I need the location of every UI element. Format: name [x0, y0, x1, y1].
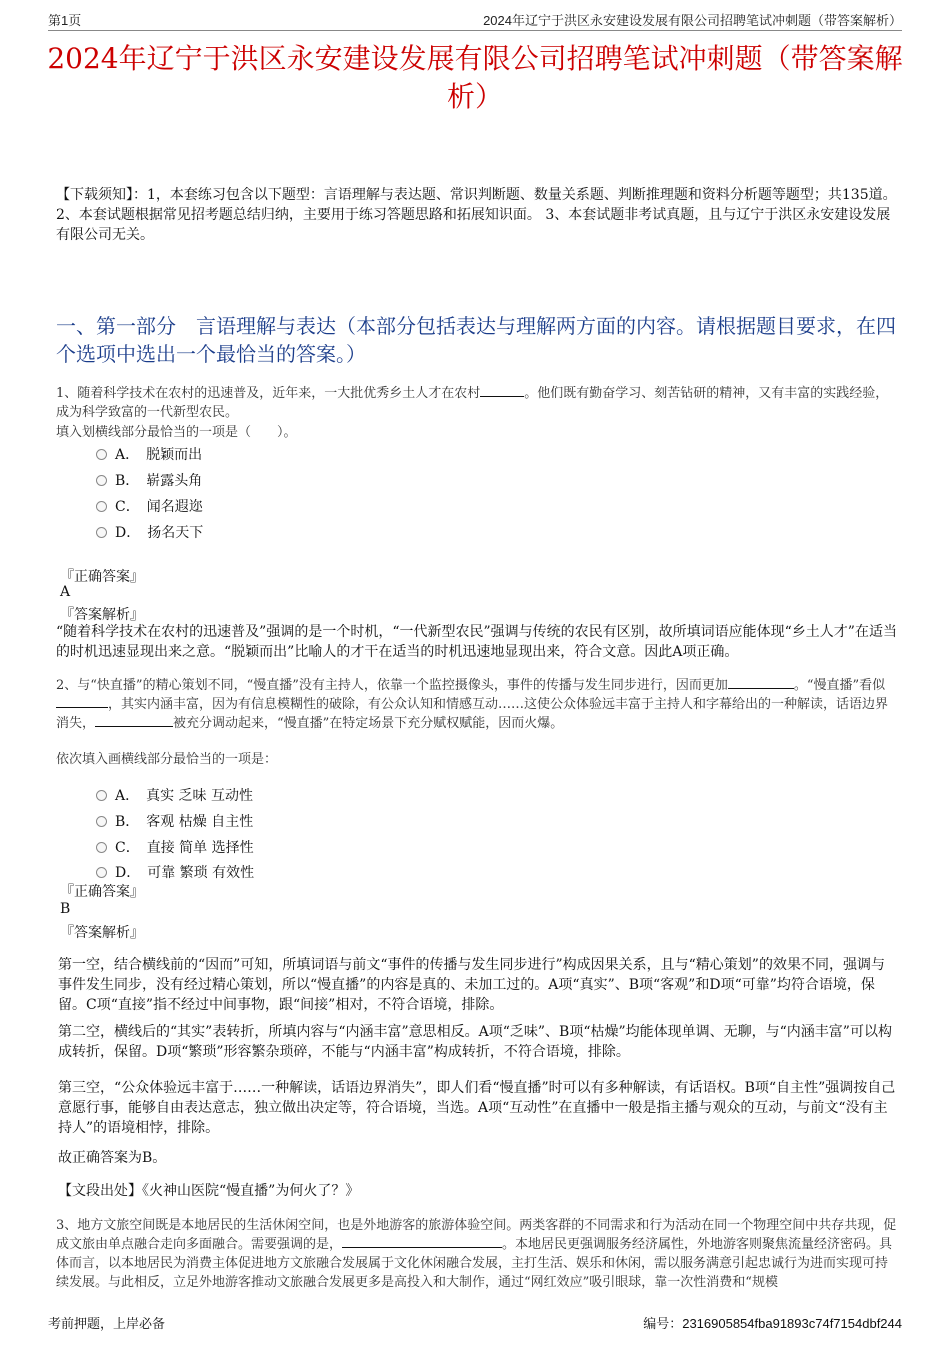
q2-answer-label: 『正确答案』	[60, 884, 144, 900]
radio-icon[interactable]	[96, 842, 107, 853]
q2-option-c[interactable]: C． 直接 简单 选择性	[96, 839, 254, 857]
download-notice: 【下载须知】：1，本套练习包含以下题型：言语理解与表达题、常识判断题、数量关系题、判断推理题和资料分析题等题型；共135道。 2、本套试题根据常见招考题总结归纳，主要用于练习答题思路和拓展知识面。 3、本套试题非考试真题，且与辽宁于洪区永安建设发展有限公司无关。	[56, 187, 897, 243]
q1-option-d[interactable]: D． 扬名天下	[96, 524, 203, 542]
q2-stem: 2、与“快直播”的精心策划不同，“慢直播”没有主持人，依靠一个监控摄像头，事件的传播与发生同步进行，因而更加 。“慢直播”看似，其实内涵丰富，因为有信息模糊性的破除，有公众认知和情感互动……这使公众体验远丰富于主持人和字幕给出的一种解读，话语边界消失， 被充分调动起来，“慢直播”在特定场景下充分赋权赋能，因而火爆。	[56, 678, 889, 731]
page-header	[48, 8, 902, 31]
q1-analysis-label: 『答案解析』	[60, 607, 144, 623]
q2-option-d[interactable]: D． 可靠 繁琐 有效性	[96, 864, 254, 882]
footer-slogan: 考前押题，上岸必备	[48, 1316, 166, 1331]
q2-prompt: 依次填入画横线部分最恰当的一项是：	[56, 752, 278, 767]
q2-option-b[interactable]: B． 客观 枯燥 自主性	[96, 813, 253, 831]
radio-icon[interactable]	[96, 475, 107, 486]
radio-icon[interactable]	[96, 449, 107, 460]
q2-answer: B	[60, 901, 71, 917]
q2-option-a[interactable]: A． 真实 乏味 互动性	[96, 787, 253, 805]
document-title: 2024年辽宁于洪区永安建设发展有限公司招聘笔试冲刺题（带答案解析）	[47, 42, 903, 113]
q1-answer: A	[60, 584, 71, 600]
q1-option-b[interactable]: B． 崭露头角	[96, 472, 202, 490]
section-heading: 一、第一部分 言语理解与表达（本部分包括表达与理解两方面的内容。请根据题目要求，在四个选项中选出一个最恰当的答案。）	[56, 314, 896, 366]
q2-conclusion: 故正确答案为B。	[58, 1150, 167, 1166]
q1-analysis: “随着科学技术在农村的迅速普及”强调的是一个时机，“一代新型农民”强调与传统的农民有区别，故所填词语应能体现“乡土人才”在适当的时机迅速显现出来之意。“脱颖而出”比喻人的才干在适当的时机迅速地显现出来，符合文意。因此A项正确。	[56, 624, 897, 660]
q2-analysis-para2: 第二空，横线后的“其实”表转折，所填内容与“内涵丰富”意思相反。A项“乏味”、B项“枯燥”均能体现单调、无聊，与“内涵丰富”可以构成转折，保留。D项“繁琐”形容繁杂琐碎，不能与“内涵丰富”构成转折，不符合语境，排除。	[58, 1024, 892, 1060]
q3-stem: 3、地方文旅空间既是本地居民的生活休闲空间，也是外地游客的旅游体验空间。两类客群的不同需求和行为活动在同一个物理空间中共存共现，促成文旅由单点融合走向多面融合。需要强调的是， 。本地居民更强调服务经济属性，外地游客则聚焦流量经济密码。具体而言，以本地居民为消费主体促进地方文旅融合发展属于文化休闲融合发展，主打生活、娱乐和休闲，需以服务满意引起忠诚行为进而实现可持续发展。与此相反，立足外地游客推动文旅融合发展更多是高投入和大制作，通过“网红效应”吸引眼球，靠一次性消费和“规模	[56, 1218, 897, 1290]
radio-icon[interactable]	[96, 816, 107, 827]
q2-analysis-para1: 第一空，结合横线前的“因而”可知，所填词语与前文“事件的传播与发生同步进行”构成因果关系，且与“精心策划”的效果不同，强调与事件发生同步，没有经过精心策划，所以“慢直播”的内容是真的、未加工过的。A项“真实”、B项“客观”和D项“可靠”均符合语境，保留。C项“直接”指不经过中间事物，跟“间接”相对，不符合语境，排除。	[58, 957, 885, 1013]
q2-source: 【文段出处】《火神山医院“慢直播”为何火了？》	[58, 1183, 360, 1199]
radio-icon[interactable]	[96, 501, 107, 512]
page-number: 第1页	[48, 13, 82, 28]
q1-stem: 1、随着科学技术在农村的迅速普及，近年来，一大批优秀乡土人才在农村 。他们既有勤奋学习、刻苦钻研的精神，又有丰富的实践经验，成为科学致富的一代新型农民。	[56, 386, 889, 420]
q1-answer-label: 『正确答案』	[60, 569, 144, 585]
radio-icon[interactable]	[96, 527, 107, 538]
q1-option-a[interactable]: A． 脱颖而出	[96, 446, 202, 464]
radio-icon[interactable]	[96, 790, 107, 801]
header-doc-title: 2024年辽宁于洪区永安建设发展有限公司招聘笔试冲刺题（带答案解析）	[483, 13, 902, 28]
q1-option-c[interactable]: C． 闻名遐迩	[96, 498, 203, 516]
footer-id: 编号：2316905854fba91893c74f7154dbf244	[643, 1316, 902, 1331]
q2-analysis-para3: 第三空，“公众体验远丰富于……一种解读，话语边界消失”，即人们看“慢直播”时可以有多种解读，有话语权。B项“自主性”强调按自己意愿行事，能够自由表达意志，独立做出决定等，符合语境，当选。A项“互动性”在直播中一般是指主播与观众的互动，与前文“没有主持人”的语境相悖，排除。	[58, 1080, 896, 1136]
q2-analysis-label: 『答案解析』	[60, 925, 144, 941]
radio-icon[interactable]	[96, 867, 107, 878]
q1-prompt: 填入划横线部分最恰当的一项是（ ）。	[56, 425, 297, 440]
